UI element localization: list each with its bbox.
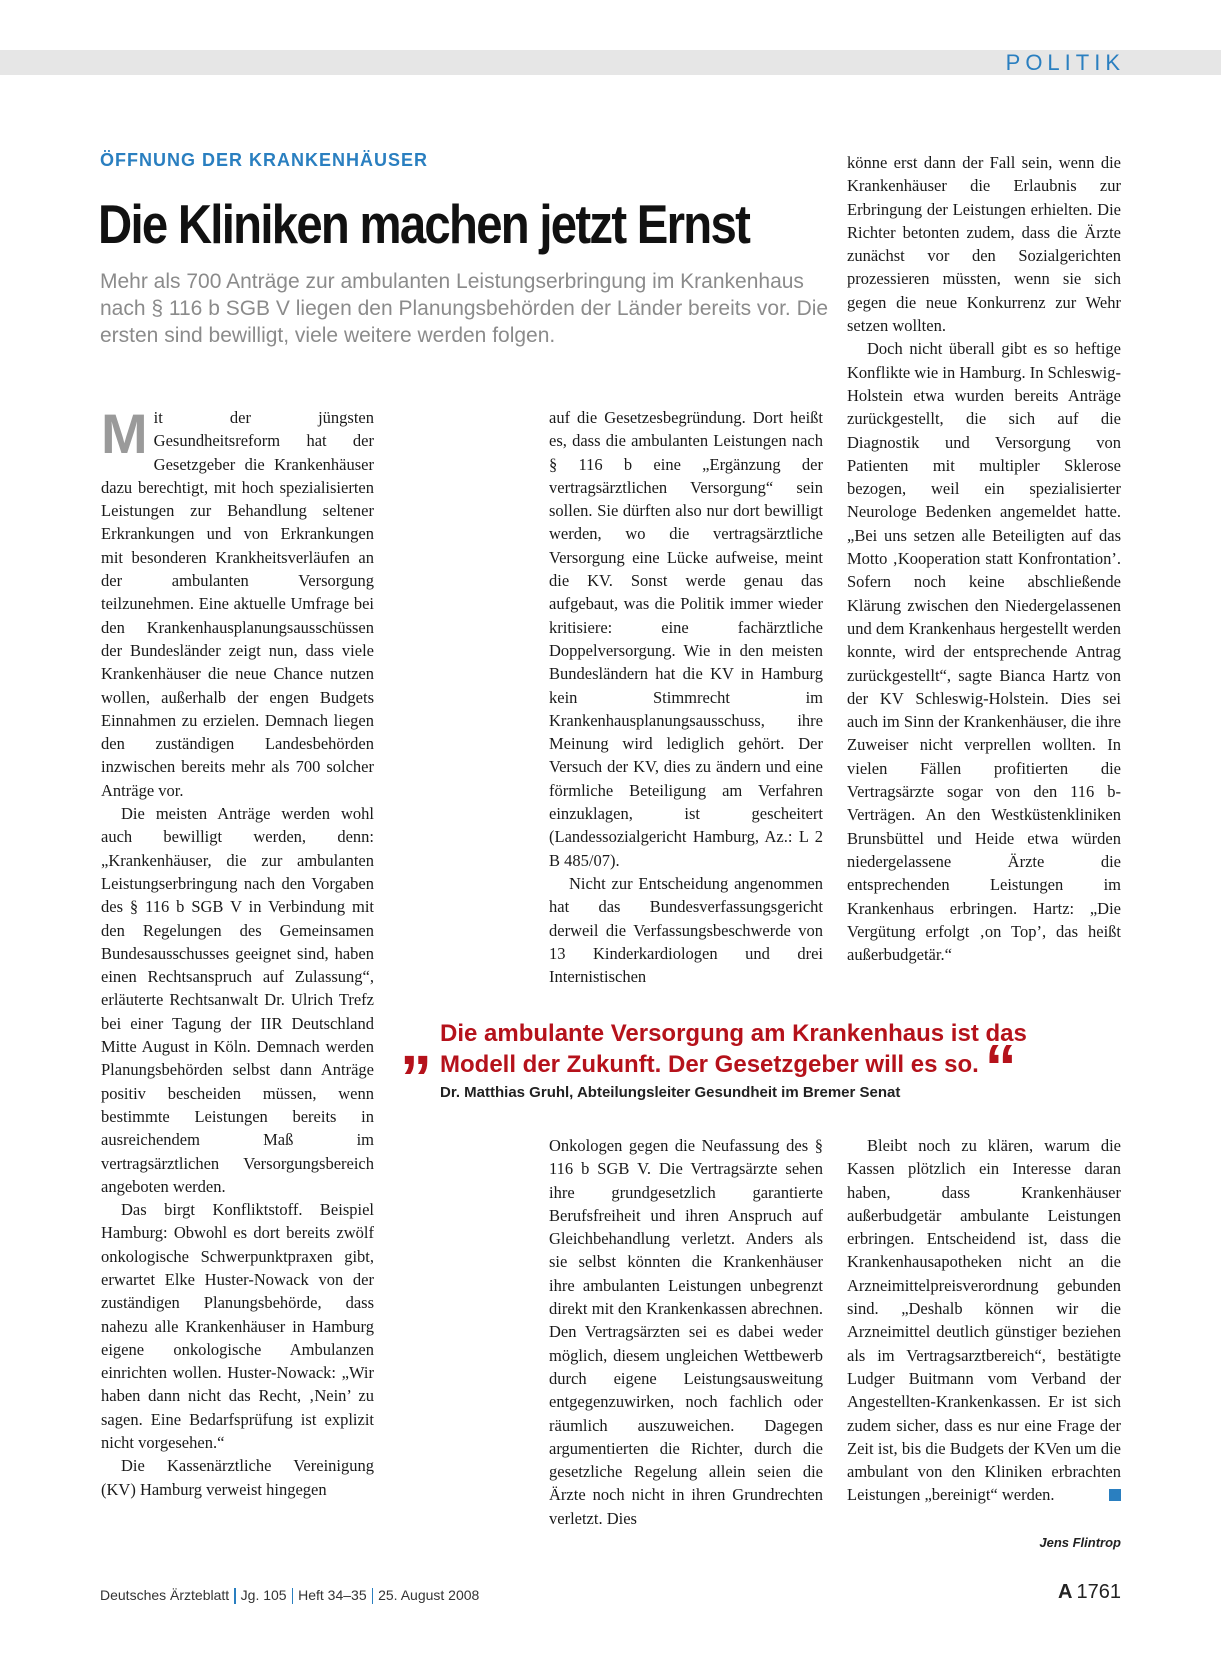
drop-cap: M xyxy=(101,402,148,465)
article-headline: Die Kliniken machen jetzt Ernst xyxy=(98,193,750,255)
footer xyxy=(100,1587,479,1604)
issue: Heft 34–35 xyxy=(298,1587,367,1603)
journal-name: Deutsches Ärzteblatt xyxy=(100,1587,230,1603)
separator xyxy=(292,1588,294,1604)
paragraph: Onkologen gegen die Neufassung des § 116 b SGB V. Die Vertragsärzte sehen ihre grundgesetzlich garantierte Berufsfreiheit und ihren Anspruch auf Gleichbehandlung verletzt. Anders als sie selbst könnten die Krankenhäuser ihre ambulanten Leistungen unbegrenzt direkt mit den Krankenkassen abrechnen. Den Vertragsärzten sei es dabei weder möglich, diesem ungleichen Wettbewerb durch eigene Leistungsausweitung entgegenzuwirken, noch fachlich oder räumlich auszuweichen. Dagegen argumentierten die Richter, durch die gesetzliche Regelung allein seien die Ärzte noch nicht in ihren Grundrechten verletzt. Dies xyxy=(549,1136,823,1528)
separator xyxy=(372,1588,374,1604)
column-2-bottom xyxy=(549,1134,823,1530)
quote-open-icon: „ xyxy=(400,1006,432,1078)
column-3-top xyxy=(847,151,1121,966)
quote-text: Die ambulante Versorgung am Krankenhaus ist das Modell der Zukunft. Der Gesetzgeber will es so.“ xyxy=(440,1020,1027,1103)
quote-attribution: Dr. Matthias Gruhl, Abteilungsleiter Gesundheit im Bremer Senat xyxy=(440,1084,901,1101)
article-lead: Mehr als 700 Anträge zur ambulanten Leistungserbringung im Krankenhaus nach § 116 b SGB V liegen den Planungsbehörden der Länder bereits vor. Die ersten sind bewilligt, viele weitere werden folgen. xyxy=(100,270,829,347)
volume: Jg. 105 xyxy=(240,1587,287,1603)
paragraph: Doch nicht überall gibt es so heftige Konflikte wie in Hamburg. In Schleswig-Holstein etwa wurden bereits Anträge zurückgestellt, die sich auf die Diagnostik und Versorgung von Patienten mit multipler Sklerose bezogen, weil ein spezialisierter Neurologe Bedenken angemeldet hatte. „Bei uns setzen alle Beteiligten auf das Motto ‚Kooperation statt Konfrontation’. Sofern noch keine abschließende Klärung zwischen den Niedergelassenen und dem Krankenhaus hergestellt werden konnte, wird der entsprechende Antrag zurückgestellt“, sagte Bianca Hartz von der KV Schleswig-Holstein. Dies sei auch im Sinn der Krankenhäuser, die ihre Zuweiser nicht verprellen wollten. In vielen Fällen profitierten die Vertragsärzte sogar von den 116 b-Verträgen. An den Westküstenkliniken Brunsbüttel und Heide etwa würden niedergelassene Ärzte die entsprechenden Leistungen im Krankenhaus erbringen. Hartz: „Die Vergütung erfolgt ‚on Top’, das heißt außerbudgetär.“ xyxy=(847,339,1121,965)
quote-close-icon: “ xyxy=(984,1031,1017,1103)
article-kicker: ÖFFNUNG DER KRANKENHÄUSER xyxy=(100,150,429,170)
paragraph: Die meisten Anträge werden wohl auch bewilligt werden, denn: „Krankenhäuser, die zur ambulanten Leistungserbringung nach den Vorgaben des § 116 b SGB V in Verbindung mit den Regelungen des Gemeinsamen Bundesausschusses geeignet sind, haben einen Rechtsanspruch auf Zulassung“, erläuterte Rechtsanwalt Dr. Ulrich Trefz bei einer Tagung der IIR Deutschland Mitte August in Köln. Demnach werden Planungsbehörden selbst dann Anträge positiv bescheiden müssen, wenn bestimmte Leistungen bereits in ausreichendem Maß im vertragsärztlichen Versorgungsbereich angeboten werden. xyxy=(101,804,374,1196)
paragraph: Bleibt noch zu klären, warum die Kassen plötzlich ein Interesse daran haben, dass Krankenhäuser außerbudgetär ambulante Leistungen erbringen. Entscheidend ist, dass die Krankenhausapotheken nicht an die Arzneimittelpreisverordnung gebunden sind. „Deshalb können wir die Arzneimittel deutlich günstiger beziehen als im Vertragsarztbereich“, bestätigte Ludger Buitmann vom Verband der Angestellten-Krankenkassen. Er ist sich zudem sicher, dass es nur eine Frage der Zeit ist, bis die Budgets der KVen um die ambulant von den Kliniken erbrachten Leistungen „bereinigt“ werden. xyxy=(847,1136,1121,1505)
paragraph: könne erst dann der Fall sein, wenn die Krankenhäuser die Erlaubnis zur Erbringung der Leistungen erhielten. Die Richter betonten zudem, dass die Ärzte zunächst vor den Sozialgerichten prozessieren müssten, wenn sie sich gegen die neue Konkurrenz zur Wehr setzen wollten. xyxy=(847,153,1121,336)
paragraph: Das birgt Konfliktstoff. Beispiel Hamburg: Obwohl es dort bereits zwölf onkologische Schwerpunktpraxen gibt, erwartet Elke Huster-Nowack von der zuständigen Planungsbehörde, dass nahezu alle Krankenhäuser in Hamburg eigene onkologische Ambulanzen einrichten wollen. Huster-Nowack: „Wir haben dann nicht das Recht, ‚Nein’ zu sagen. Eine Bedarfsprüfung ist explizit nicht vorgesehen.“ xyxy=(101,1200,374,1453)
paragraph: Die Kassenärztliche Vereinigung (KV) Hamburg verweist hingegen xyxy=(101,1456,374,1499)
page-number: A 1761 xyxy=(1058,1581,1121,1603)
paragraph: auf die Gesetzesbegründung. Dort heißt es, dass die ambulanten Leistungen nach § 116 b eine „Ergänzung der vertragsärztlichen Versorgung“ sein sollen. Sie dürften also nur dort bewilligt werden, wo die vertragsärztliche Versorgung eine Lücke aufweise, meint die KV. Sonst werde genau das aufgebaut, was die Politik immer wieder kritisiere: eine fachärztliche Doppelversorgung. Wie in den meisten Bundesländern hat die KV in Hamburg kein Stimmrecht im Krankenhausplanungsausschuss, ihre Meinung wird lediglich gehört. Der Versuch der KV, dies zu ändern und eine förmliche Beteiligung am Verfahren einzuklagen, ist gescheitert (Landessozialgericht Hamburg, Az.: L 2 B 485/07). xyxy=(549,408,823,870)
end-mark-icon xyxy=(1109,1489,1121,1501)
date: 25. August 2008 xyxy=(378,1587,480,1603)
column-3-bottom xyxy=(847,1134,1121,1507)
separator xyxy=(234,1588,236,1604)
paragraph: it der jüngsten Gesundheitsreform hat der Gesetzgeber die Krankenhäuser dazu berechtigt, mit hoch spezialisierten Leistungen zur Behandlung seltener Erkrankungen und von Erkrankungen mit besonderen Krankheitsverläufen an der ambulanten Versorgung teilzunehmen. Eine aktuelle Umfrage bei den Krankenhausplanungsausschüssen der Bundesländer zeigt nun, dass viele Krankenhäuser die neue Chance nutzen wollen, außerhalb der engen Budgets Einnahmen zu erzielen. Demnach liegen den zuständigen Landesbehörden inzwischen bereits mehr als 700 solcher Anträge vor. xyxy=(101,408,374,800)
author-name: Jens Flintrop xyxy=(1039,1535,1121,1550)
paragraph: Nicht zur Entscheidung angenommen hat das Bundesverfassungsgericht derweil die Verfassungsbeschwerde von 13 Kinderkardiologen und drei Internistischen xyxy=(549,873,823,987)
column-1 xyxy=(101,402,374,1501)
column-2-top xyxy=(549,406,823,988)
section-label: POLITIK xyxy=(1005,50,1125,75)
